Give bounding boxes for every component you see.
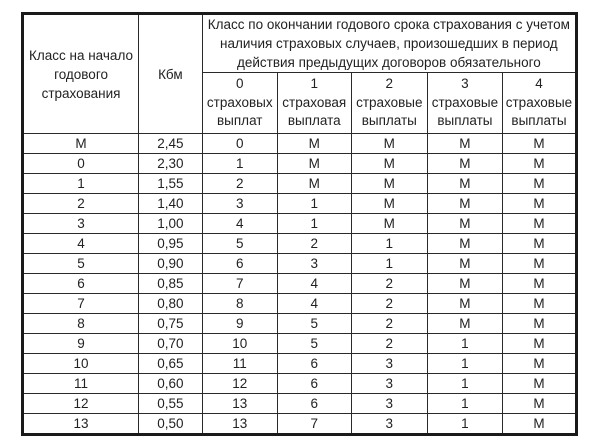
table-row xyxy=(23,294,577,314)
header-payouts-line2: выплаты xyxy=(437,113,493,129)
end-class-cell: 3 xyxy=(202,194,277,214)
end-class-cell: М xyxy=(502,414,576,435)
header-payouts-0 xyxy=(202,73,277,134)
table-row xyxy=(23,394,577,414)
end-class-cell: 5 xyxy=(277,314,351,334)
end-class-cell: М xyxy=(502,254,576,274)
end-class-cell: 2 xyxy=(277,234,351,254)
table-row xyxy=(23,254,577,274)
end-class-cell: М xyxy=(427,214,502,234)
end-class-cell: М xyxy=(502,134,576,154)
end-class-cell: 10 xyxy=(202,334,277,354)
end-class-cell: 0 xyxy=(202,134,277,154)
end-class-cell: 3 xyxy=(351,414,427,435)
start-class-cell: 11 xyxy=(23,374,139,394)
start-class-cell: 6 xyxy=(23,274,139,294)
end-class-cell: М xyxy=(427,314,502,334)
end-class-cell: М xyxy=(502,154,576,174)
kbm-cell: 2,45 xyxy=(139,134,203,154)
start-class-cell: 12 xyxy=(23,394,139,414)
start-class-cell: 0 xyxy=(23,154,139,174)
table-row xyxy=(23,194,577,214)
header-payouts-2 xyxy=(351,73,427,134)
header-payouts-line1: страховые xyxy=(505,94,573,110)
table-row xyxy=(23,214,577,234)
kbm-cell: 1,55 xyxy=(139,174,203,194)
end-class-cell: М xyxy=(277,154,351,174)
end-class-cell: 4 xyxy=(277,294,351,314)
start-class-cell: 3 xyxy=(23,214,139,234)
end-class-cell: 7 xyxy=(202,274,277,294)
header-payouts-num: 4 xyxy=(535,76,543,92)
end-class-cell: 4 xyxy=(277,274,351,294)
start-class-cell: 9 xyxy=(23,334,139,354)
end-class-cell: 5 xyxy=(202,234,277,254)
end-class-cell: 12 xyxy=(202,374,277,394)
end-class-cell: 13 xyxy=(202,394,277,414)
end-class-cell: М xyxy=(502,214,576,234)
start-class-cell: 8 xyxy=(23,314,139,334)
table-row xyxy=(23,414,577,435)
kbm-cell: 0,85 xyxy=(139,274,203,294)
start-class-cell: 13 xyxy=(23,414,139,435)
header-payouts-4 xyxy=(502,73,576,134)
table-row xyxy=(23,234,577,254)
end-class-cell: 3 xyxy=(351,354,427,374)
header-payouts-num: 2 xyxy=(385,76,394,92)
table-row xyxy=(23,274,577,294)
end-class-cell: 13 xyxy=(202,414,277,435)
end-class-cell: М xyxy=(502,174,576,194)
end-class-cell: М xyxy=(502,374,576,394)
end-class-cell: М xyxy=(351,154,427,174)
end-class-cell: М xyxy=(277,134,351,154)
end-class-cell: М xyxy=(427,134,502,154)
header-payouts-line2: выплаты xyxy=(361,113,417,129)
end-class-cell: 1 xyxy=(351,254,427,274)
start-class-cell: 4 xyxy=(23,234,139,254)
end-class-cell: М xyxy=(502,274,576,294)
end-class-cell: М xyxy=(351,174,427,194)
header-payouts-num: 0 xyxy=(235,76,244,92)
end-class-cell: 6 xyxy=(277,354,351,374)
kbm-cell: 0,60 xyxy=(139,374,203,394)
table-row xyxy=(23,374,577,394)
end-class-cell: 6 xyxy=(277,374,351,394)
header-payouts-line1: страховая xyxy=(282,94,347,110)
kbm-table xyxy=(21,12,578,436)
kbm-cell: 1,00 xyxy=(139,214,203,234)
end-class-cell: М xyxy=(502,234,576,254)
end-class-cell: 5 xyxy=(277,334,351,354)
end-class-cell: 4 xyxy=(202,214,277,234)
end-class-cell: 6 xyxy=(277,394,351,414)
end-class-cell: М xyxy=(427,154,502,174)
end-class-cell: 2 xyxy=(351,334,427,354)
end-class-cell: 1 xyxy=(427,414,502,435)
end-class-cell: М xyxy=(351,214,427,234)
end-class-cell: 1 xyxy=(277,194,351,214)
end-class-cell: 2 xyxy=(351,294,427,314)
header-payouts-1 xyxy=(277,73,351,134)
kbm-cell: 2,30 xyxy=(139,154,203,174)
table-row xyxy=(23,354,577,374)
start-class-cell: 2 xyxy=(23,194,139,214)
end-class-cell: 11 xyxy=(202,354,277,374)
end-class-cell: 1 xyxy=(427,374,502,394)
header-payouts-line2: выплат xyxy=(217,113,263,129)
kbm-cell: 0,75 xyxy=(139,314,203,334)
end-class-cell: М xyxy=(502,194,576,214)
end-class-cell: М xyxy=(502,394,576,414)
end-class-cell: 1 xyxy=(351,234,427,254)
kbm-cell: 0,70 xyxy=(139,334,203,354)
end-class-cell: 9 xyxy=(202,314,277,334)
start-class-cell: 7 xyxy=(23,294,139,314)
end-class-cell: 1 xyxy=(277,214,351,234)
start-class-cell: М xyxy=(23,134,139,154)
end-class-cell: М xyxy=(502,294,576,314)
end-class-cell: 3 xyxy=(277,254,351,274)
end-class-cell: 8 xyxy=(202,294,277,314)
end-class-cell: 1 xyxy=(427,394,502,414)
end-class-cell: М xyxy=(427,294,502,314)
kbm-cell: 0,95 xyxy=(139,234,203,254)
end-class-cell: М xyxy=(427,174,502,194)
kbm-cell: 0,55 xyxy=(139,394,203,414)
header-payouts-line1: страховые xyxy=(431,94,499,110)
end-class-cell: М xyxy=(427,194,502,214)
end-class-cell: 1 xyxy=(202,154,277,174)
header-payouts-num: 3 xyxy=(461,76,469,92)
table-row xyxy=(23,154,577,174)
kbm-cell: 1,40 xyxy=(139,194,203,214)
kbm-cell: 0,65 xyxy=(139,354,203,374)
end-class-cell: 7 xyxy=(277,414,351,435)
end-class-cell: М xyxy=(502,314,576,334)
kbm-cell: 0,50 xyxy=(139,414,203,435)
start-class-cell: 10 xyxy=(23,354,139,374)
end-class-cell: 2 xyxy=(351,314,427,334)
header-payouts-line1: страховые xyxy=(356,94,423,110)
end-class-cell: М xyxy=(351,134,427,154)
end-class-cell: 3 xyxy=(351,374,427,394)
end-class-cell: М xyxy=(502,334,576,354)
header-payouts-num: 1 xyxy=(310,76,318,92)
header-payouts-line2: выплата xyxy=(287,113,341,129)
kbm-cell: 0,90 xyxy=(139,254,203,274)
header-end-class-group: Класс по окончании годового срока страхования с учетом наличия страховых случаев, произошедших в период действия предыдущих договоров обязательного xyxy=(202,14,576,73)
end-class-cell: 3 xyxy=(351,394,427,414)
table-row xyxy=(23,174,577,194)
table-row xyxy=(23,314,577,334)
header-payouts-line2: выплаты xyxy=(511,113,567,129)
end-class-cell: М xyxy=(427,234,502,254)
end-class-cell: 2 xyxy=(202,174,277,194)
end-class-cell: 2 xyxy=(351,274,427,294)
end-class-cell: М xyxy=(427,254,502,274)
header-payouts-line1: страховых xyxy=(206,94,273,110)
end-class-cell: М xyxy=(502,354,576,374)
end-class-cell: М xyxy=(277,174,351,194)
start-class-cell: 5 xyxy=(23,254,139,274)
table-row xyxy=(23,134,577,154)
header-kbm: Кбм xyxy=(139,14,203,134)
end-class-cell: М xyxy=(427,274,502,294)
header-payouts-3 xyxy=(427,73,502,134)
header-start-class: Класс на начало годового страхования xyxy=(23,14,139,134)
end-class-cell: 1 xyxy=(427,334,502,354)
table-row xyxy=(23,334,577,354)
end-class-cell: 6 xyxy=(202,254,277,274)
end-class-cell: М xyxy=(351,194,427,214)
kbm-cell: 0,80 xyxy=(139,294,203,314)
start-class-cell: 1 xyxy=(23,174,139,194)
end-class-cell: 1 xyxy=(427,354,502,374)
